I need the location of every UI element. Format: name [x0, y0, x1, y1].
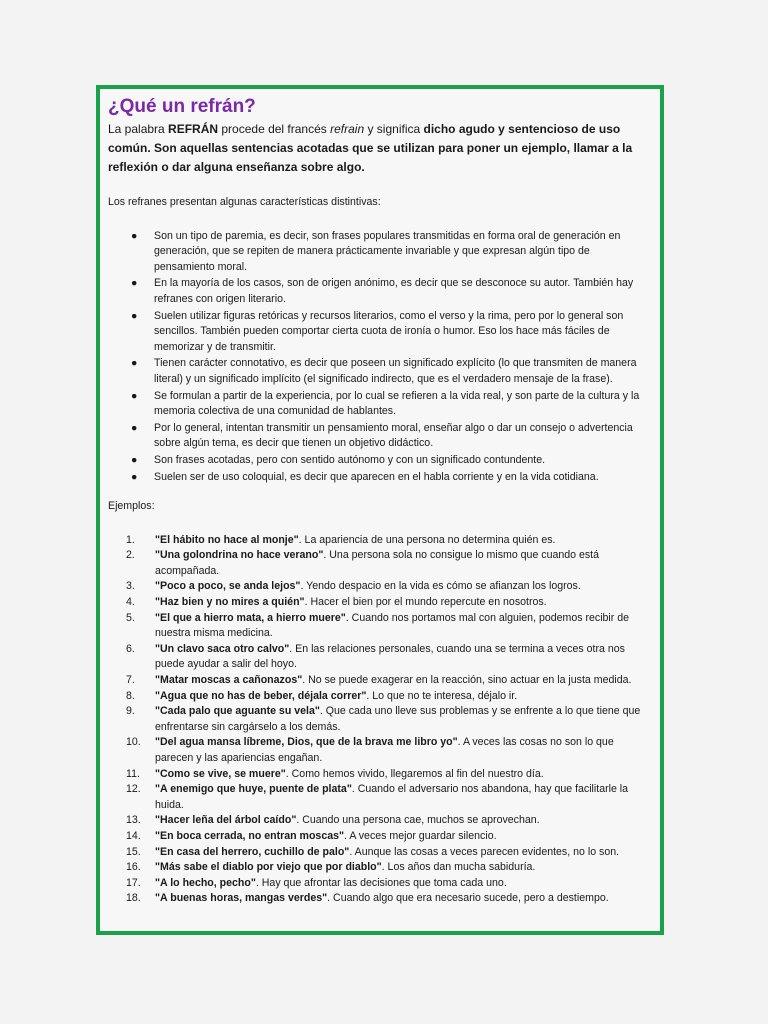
examples-list: [108, 533, 652, 907]
feature-text: En la mayoría de los casos, son de origen anónimo, es decir que se desconoce su autor. También hay refranes con origen literario.: [154, 277, 634, 305]
example-item: [108, 782, 652, 813]
example-saying: "Más sabe el diablo por viejo que por diablo": [155, 861, 382, 874]
feature-text: Suelen ser de uso coloquial, es decir que aparecen en el habla corriente y en la vida cotidiana.: [154, 470, 599, 483]
document-frame: [96, 85, 664, 935]
example-item: [108, 860, 652, 876]
example-saying: "A buenas horas, mangas verdes": [155, 892, 328, 905]
example-number: 2.: [126, 549, 135, 562]
feature-text: Son un tipo de paremia, es decir, son frases populares transmitidas en forma oral de generación en generación, que se repiten de manera prácticamente invariable y que expresan algún tipo de pensamiento moral.: [154, 229, 621, 273]
example-saying: "Un clavo saca otro calvo": [155, 642, 290, 655]
feature-text: Suelen utilizar figuras retóricas y recursos literarios, como el verso y la rima, pero por lo general son sencillos. También pueden comportar cierta cuota de ironía o humor. Eso los hace más fáciles de memorizar y de transmitir.: [154, 309, 624, 353]
example-item: [108, 813, 652, 829]
example-number: 3.: [126, 580, 135, 593]
example-meaning: . No se puede exagerar en la reacción, sino actuar en la justa medida.: [302, 674, 632, 687]
intro-definition: dicho agudo y sentencioso de uso común. Son aquellas sentencias acotadas que se utilizan para poner un ejemplo, llamar a la reflexión o dar alguna enseñanza sobre algo.: [108, 122, 633, 174]
features-list: [108, 229, 652, 486]
example-saying: "Como se vive, se muere": [155, 767, 286, 780]
example-meaning: . A veces las cosas no son lo que parecen y las apariencias engañan.: [155, 736, 614, 764]
example-meaning: . Cuando una persona cae, muchos se aprovechan.: [296, 814, 540, 827]
page-title: ¿Qué un refrán?: [108, 96, 256, 117]
list-item: [108, 389, 652, 420]
intro-foreign-word: refrain: [330, 122, 365, 136]
example-number: 18.: [126, 892, 141, 905]
example-number: 16.: [126, 861, 141, 874]
example-meaning: . A veces mejor guardar silencio.: [344, 829, 497, 842]
example-saying: "A enemigo que huye, puente de plata": [155, 783, 352, 796]
example-item: [108, 642, 652, 673]
feature-text: Por lo general, intentan transmitir un pensamiento moral, enseñar algo o dar un consejo o advertencia sobre algún tema, es decir que tienen un objetivo didáctico.: [154, 421, 633, 450]
example-number: 8.: [126, 689, 135, 702]
bullet-icon: ●: [131, 277, 138, 290]
example-number: 4.: [126, 596, 135, 609]
example-item: [108, 689, 652, 705]
example-saying: "A lo hecho, pecho": [155, 876, 256, 889]
example-item: [108, 845, 652, 861]
example-meaning: . Lo que no te interesa, déjalo ir.: [366, 689, 518, 702]
example-saying: "Del agua mansa líbreme, Dios, que de la brava me libro yo": [155, 736, 458, 749]
example-meaning: . Aunque las cosas a veces parecen evidentes, no lo son.: [349, 845, 620, 858]
example-saying: "El que a hierro mata, a hierro muere": [155, 611, 346, 624]
example-number: 15.: [126, 845, 141, 858]
example-meaning: . Cuando algo que era necesario sucede, pero a destiempo.: [327, 892, 609, 905]
bullet-icon: ●: [131, 470, 138, 483]
example-item: [108, 735, 652, 766]
example-meaning: . Que cada uno lleve sus problemas y se enfrente a lo que tiene que enfrentarse sin cargárselo a los demás.: [155, 705, 641, 733]
example-item: [108, 595, 652, 611]
example-item: [108, 579, 652, 595]
example-saying: "Hacer leña del árbol caído": [155, 814, 297, 827]
example-item: [108, 611, 652, 642]
examples-heading: Ejemplos:: [108, 500, 155, 513]
bullet-icon: ●: [131, 389, 138, 402]
example-meaning: . Cuando el adversario nos abandona, hay que facilitarle la huida.: [155, 783, 629, 811]
example-saying: "En casa del herrero, cuchillo de palo": [155, 845, 350, 858]
example-meaning: . Como hemos vivido, llegaremos al fin del nuestro día.: [285, 767, 544, 780]
example-item: [108, 673, 652, 689]
list-item: [108, 229, 652, 276]
example-number: 7.: [126, 674, 135, 687]
example-number: 17.: [126, 876, 141, 889]
example-meaning: . La apariencia de una persona no determina quién es.: [298, 533, 556, 546]
features-intro: Los refranes presentan algunas características distintivas:: [108, 196, 381, 208]
example-number: 13.: [126, 814, 141, 827]
example-saying: "El hábito no hace al monje": [155, 533, 299, 546]
example-saying: "Cada palo que aguante su vela": [155, 705, 320, 718]
example-number: 14.: [126, 829, 141, 842]
bullet-icon: ●: [131, 357, 138, 370]
intro-text-3: y significa: [364, 122, 424, 136]
intro-keyword: REFRÁN: [168, 122, 219, 136]
example-item: [108, 891, 652, 907]
example-saying: "Una golondrina no hace verano": [155, 549, 324, 562]
list-item: [108, 453, 652, 469]
example-number: 12.: [126, 783, 141, 796]
example-number: 1.: [126, 533, 135, 546]
bullet-icon: ●: [131, 309, 138, 322]
example-item: [108, 548, 652, 579]
example-saying: "Haz bien y no mires a quién": [155, 596, 305, 609]
intro-paragraph: [108, 120, 652, 177]
example-number: 10.: [126, 736, 141, 749]
example-meaning: . Hay que afrontar las decisiones que toma cada uno.: [255, 876, 507, 889]
example-meaning: . Yendo despacio en la vida es cómo se afianzan los logros.: [300, 580, 581, 593]
example-meaning: . Cuando nos portamos mal con alguien, podemos recibir de nuestra misma medicina.: [155, 611, 630, 640]
bullet-icon: ●: [131, 229, 138, 242]
list-item: [108, 309, 652, 356]
feature-text: Tienen carácter connotativo, es decir que poseen un significado explícito (lo que transmiten de manera literal) y un significado implícito (el significado indirecto, que es el verdadero mensaje de la frase).: [154, 357, 637, 385]
example-item: [108, 829, 652, 845]
bullet-icon: ●: [131, 421, 138, 434]
example-item: [108, 704, 652, 735]
example-number: 6.: [126, 642, 135, 655]
list-item: [108, 276, 652, 307]
example-item: [108, 533, 652, 549]
bullet-icon: ●: [131, 453, 138, 466]
example-number: 9.: [126, 705, 135, 718]
list-item: [108, 356, 652, 387]
example-number: 11.: [126, 767, 140, 780]
intro-text-2: procede del francés: [218, 122, 331, 136]
list-item: [108, 470, 652, 486]
example-saying: "Matar moscas a cañonazos": [155, 674, 303, 687]
document-content: [108, 95, 652, 907]
example-number: 5.: [126, 611, 135, 624]
list-item: [108, 421, 652, 452]
intro-text-1: La palabra: [108, 122, 169, 136]
example-saying: "Poco a poco, se anda lejos": [155, 580, 301, 593]
example-meaning: . Una persona sola no consigue lo mismo que cuando está acompañada.: [155, 549, 599, 577]
feature-text: Se formulan a partir de la experiencia, por lo cual se refieren a la vida real, y son parte de la cultura y la memoria colectiva de una comunidad de hablantes.: [154, 389, 640, 418]
example-meaning: . En las relaciones personales, cuando una se termina a veces otra nos puede ayudar a salir del hoyo.: [155, 642, 625, 671]
example-saying: "Agua que no has de beber, déjala correr": [155, 689, 367, 702]
feature-text: Son frases acotadas, pero con sentido autónomo y con un significado contundente.: [154, 453, 546, 466]
example-item: [108, 876, 652, 892]
example-meaning: . Los años dan mucha sabiduría.: [381, 861, 536, 874]
example-meaning: . Hacer el bien por el mundo repercute en nosotros.: [304, 596, 547, 609]
example-saying: "En boca cerrada, no entran moscas": [155, 829, 345, 842]
example-item: [108, 767, 652, 783]
